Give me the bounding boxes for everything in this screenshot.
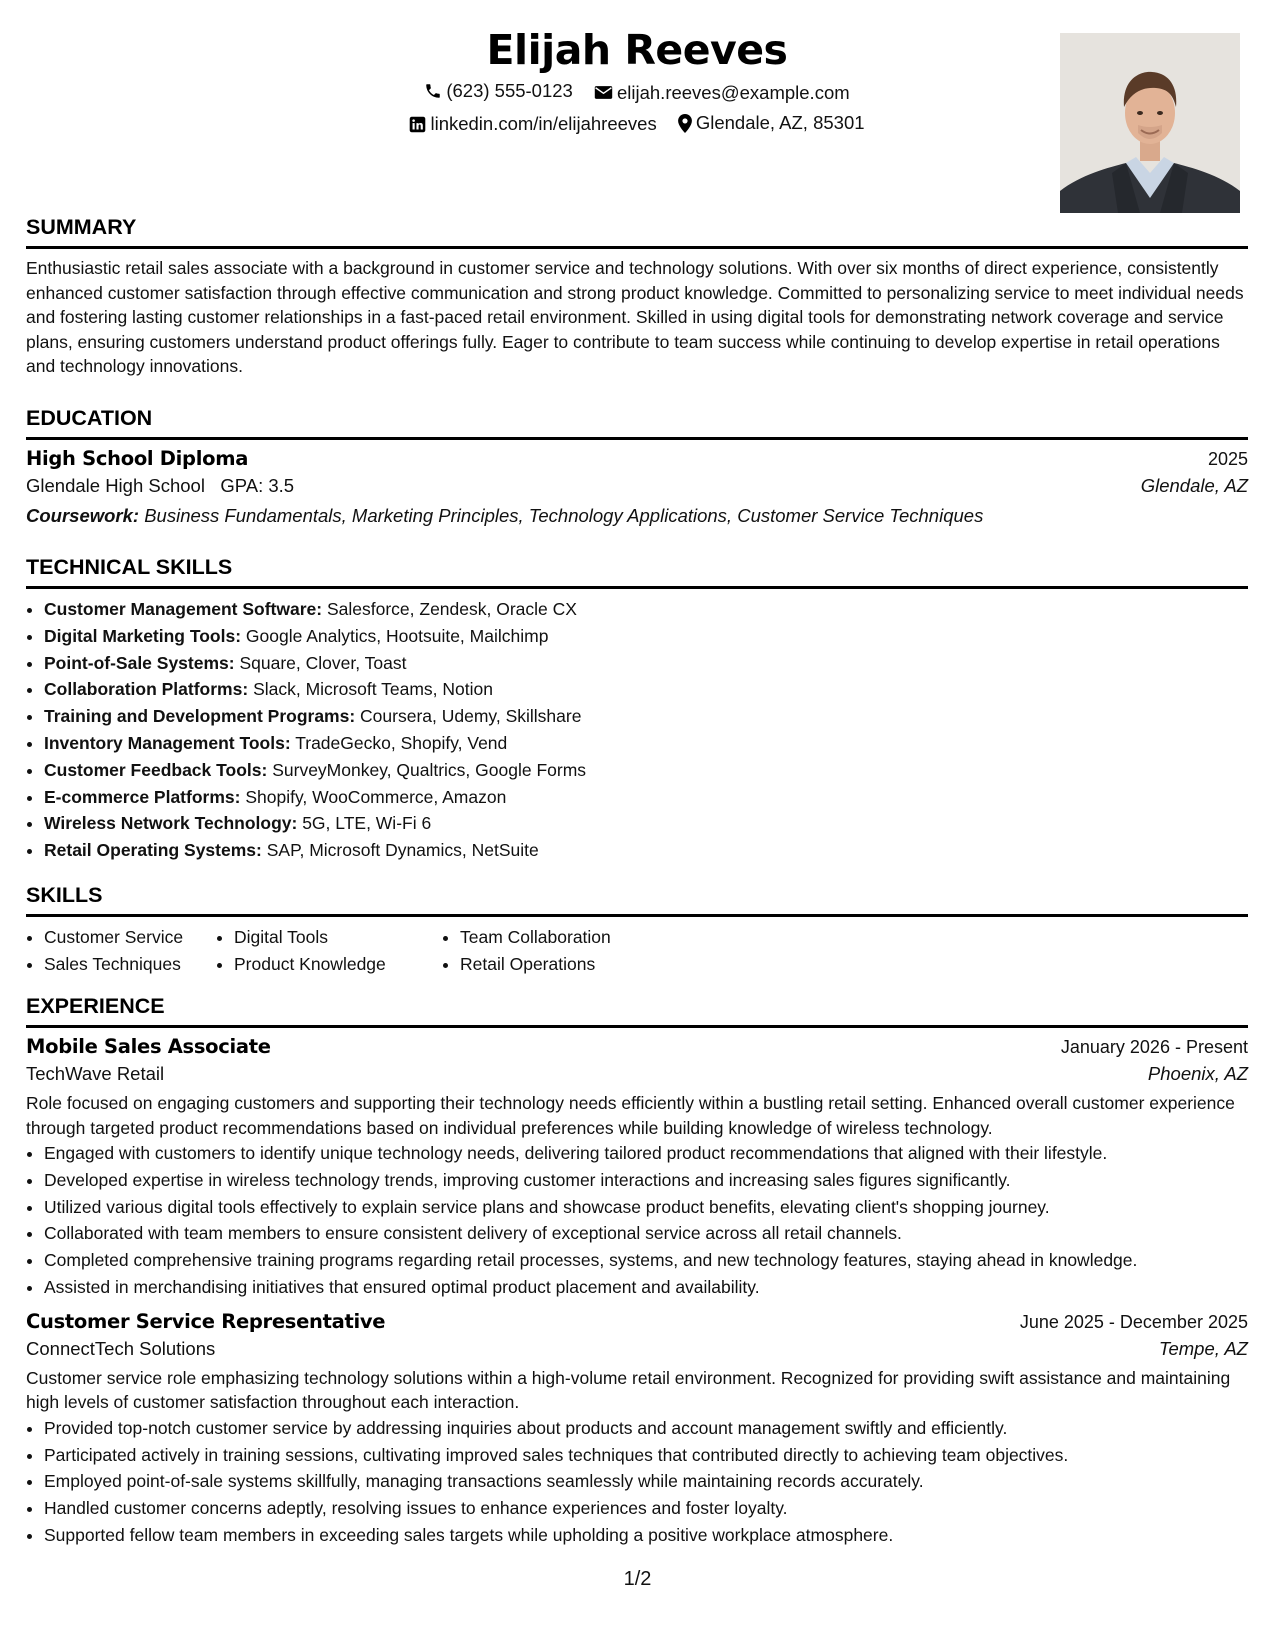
- skill-category: Retail Operating Systems:: [44, 840, 262, 861]
- skill-values: Coursera, Udemy, Skillshare: [360, 706, 582, 727]
- job-title: Customer Service Representative: [26, 1309, 386, 1333]
- location-text: Glendale, AZ, 85301: [695, 112, 865, 133]
- skill-category: Digital Marketing Tools:: [44, 625, 242, 646]
- list-item: • Supported fellow team members in exceeding sales targets while upholding a positive workplace atmosphere.: [44, 1522, 1248, 1549]
- job-header-row: [26, 1310, 1248, 1333]
- job-location: Tempe, AZ: [1158, 1337, 1248, 1359]
- list-item: [44, 703, 1248, 730]
- education-header-row: [26, 447, 1248, 470]
- technical-skills-section: [26, 554, 1248, 864]
- list-item: • Digital Tools: [234, 924, 442, 951]
- skill-category: Wireless Network Technology:: [44, 813, 298, 834]
- list-item: • Completed comprehensive training programs regarding retail processes, systems, and new technology features, staying ahead in knowledge.: [44, 1247, 1248, 1274]
- skills-column-2: [216, 924, 442, 978]
- job-company-row: [26, 1333, 1248, 1364]
- list-item: • Employed point-of-sale systems skillfully, managing transactions seamlessly while maintaining records accurately.: [44, 1468, 1248, 1495]
- skill-values: Slack, Microsoft Teams, Notion: [253, 679, 493, 700]
- list-item: • Customer Service: [44, 924, 216, 951]
- phone-text: (623) 555-0123: [446, 80, 573, 101]
- job-entry-2: [26, 1310, 1248, 1549]
- profile-photo: [1060, 33, 1240, 213]
- skill-values: Square, Clover, Toast: [239, 652, 407, 673]
- page-number: 1/2: [623, 1568, 652, 1590]
- list-item: [44, 757, 1248, 784]
- skill-category: Point-of-Sale Systems:: [44, 652, 235, 673]
- list-item: [44, 810, 1248, 837]
- degree-name: High School Diploma: [26, 447, 249, 470]
- summary-section: [26, 214, 1248, 379]
- job-dates: January 2026 - Present: [1060, 1037, 1248, 1057]
- skill-values: Salesforce, Zendesk, Oracle CX: [326, 599, 577, 619]
- skill-category: E-commerce Platforms:: [44, 786, 241, 807]
- school-name: Glendale High School: [26, 475, 205, 496]
- summary-text: Enthusiastic retail sales associate with a background in customer service and technology solutions. With over six months of direct experience, consistently enhanced customer satisfaction through effective communication and strong product knowledge. Committed to personalizing service to meet individual needs and fostering lasting customer relationships in a fast-paced retail environment. Skilled in using digital tools for demonstrating network coverage and service plans, ensuring customers understand product offerings fully. Eager to contribute to team success while continuing to develop expertise in retail operations and technology innovations.: [26, 258, 1244, 376]
- experience-heading: EXPERIENCE: [26, 993, 1248, 1028]
- skill-category: Customer Management Software:: [44, 599, 323, 619]
- skill-category: Collaboration Platforms:: [44, 679, 249, 700]
- skills-section: [26, 882, 1248, 978]
- coursework-label: Coursework:: [26, 505, 140, 526]
- company-name: ConnectTech Solutions: [26, 1337, 216, 1359]
- education-school-row: [26, 470, 1248, 501]
- list-item: • Assisted in merchandising initiatives that ensured optimal product placement and availability.: [44, 1274, 1248, 1301]
- portrait-illustration: [1060, 33, 1240, 213]
- list-item: [44, 596, 1248, 623]
- list-item: • Handled customer concerns adeptly, resolving issues to enhance experiences and foster loyalty.: [44, 1495, 1248, 1522]
- graduation-year: 2025: [1207, 449, 1248, 469]
- skill-category: Inventory Management Tools:: [44, 732, 291, 753]
- job-bullets: [26, 1415, 1248, 1549]
- skills-heading: SKILLS: [26, 882, 1248, 917]
- skill-values: Google Analytics, Hootsuite, Mailchimp: [245, 625, 549, 646]
- education-heading: EDUCATION: [26, 405, 1248, 440]
- skills-grid: [26, 924, 1248, 978]
- linkedin-icon: [409, 116, 426, 133]
- summary-heading: SUMMARY: [26, 214, 1248, 249]
- job-bullets: [26, 1140, 1248, 1301]
- job-title: Mobile Sales Associate: [26, 1035, 271, 1058]
- technical-skills-list: [26, 596, 1248, 864]
- skill-values: SurveyMonkey, Qualtrics, Google Forms: [272, 759, 587, 780]
- list-item: • Utilized various digital tools effectively to explain service plans and showcase product benefits, elevating client's shopping journey.: [44, 1194, 1248, 1221]
- linkedin-text[interactable]: linkedin.com/in/elijahreeves: [430, 113, 657, 134]
- email-text[interactable]: elijah.reeves@example.com: [616, 81, 850, 103]
- phone-contact: [424, 78, 573, 104]
- job-entry-1: [26, 1035, 1248, 1301]
- list-item: • Collaborated with team members to ensure consistent delivery of exceptional service across all retail channels.: [44, 1220, 1248, 1247]
- map-pin-icon: [678, 114, 692, 133]
- skill-values: 5G, LTE, Wi-Fi 6: [302, 813, 432, 834]
- list-item: • Sales Techniques: [44, 951, 216, 978]
- location-contact: [678, 110, 865, 136]
- list-item: [44, 730, 1248, 757]
- list-item: [44, 837, 1248, 864]
- job-description: Customer service role emphasizing technology solutions within a high-volume retail environment. Recognized for providing swift assistance and maintaining high levels of customer satisfaction throughout each interaction.: [26, 1367, 1231, 1413]
- skill-values: SAP, Microsoft Dynamics, NetSuite: [266, 840, 539, 861]
- education-section: [26, 405, 1248, 531]
- skill-values: TradeGecko, Shopify, Vend: [295, 732, 508, 753]
- list-item: • Team Collaboration: [460, 924, 680, 951]
- list-item: [44, 784, 1248, 811]
- technical-skills-heading: TECHNICAL SKILLS: [26, 554, 1248, 589]
- job-header-row: [26, 1035, 1248, 1058]
- job-dates: June 2025 - December 2025: [1019, 1311, 1248, 1332]
- experience-section: [26, 993, 1248, 1549]
- list-item: • Provided top-notch customer service by addressing inquiries about products and account management swiftly and efficiently.: [44, 1415, 1248, 1442]
- job-location: Phoenix, AZ: [1147, 1063, 1248, 1084]
- job-description: Role focused on engaging customers and supporting their technology needs efficiently within a bustling retail setting. Enhanced overall customer experience through targeted product recommendations based on individual preferences while building knowledge of wireless technology.: [26, 1093, 1235, 1138]
- skill-values: Shopify, WooCommerce, Amazon: [245, 786, 507, 807]
- candidate-name: Elijah Reeves: [486, 26, 788, 74]
- email-contact[interactable]: [594, 80, 850, 106]
- list-item: • Developed expertise in wireless technology trends, improving customer interactions and increasing sales figures significantly.: [44, 1167, 1248, 1194]
- school-line: [26, 470, 294, 501]
- list-item: • Engaged with customers to identify unique technology needs, delivering tailored product recommendations that aligned with their lifestyle.: [44, 1140, 1248, 1167]
- coursework-line: [26, 501, 1248, 531]
- list-item: • Participated actively in training sessions, cultivating improved sales techniques that contributed directly to achieving team objectives.: [44, 1442, 1248, 1469]
- list-item: [44, 650, 1248, 677]
- list-item: [44, 623, 1248, 650]
- envelope-icon: [594, 85, 613, 100]
- skill-category: Customer Feedback Tools:: [44, 759, 268, 780]
- school-location: Glendale, AZ: [1140, 475, 1248, 496]
- list-item: [44, 676, 1248, 703]
- list-item: • Product Knowledge: [234, 951, 442, 978]
- list-item: • Retail Operations: [460, 951, 680, 978]
- coursework-list: Business Fundamentals, Marketing Principles, Technology Applications, Customer Service Techniques: [144, 505, 984, 526]
- skill-category: Training and Development Programs:: [44, 706, 356, 727]
- company-name: TechWave Retail: [26, 1063, 165, 1084]
- gpa: GPA: 3.5: [220, 475, 295, 496]
- skills-column-3: [442, 924, 680, 978]
- linkedin-contact[interactable]: [409, 111, 656, 137]
- phone-icon: [424, 82, 442, 100]
- job-company-row: [26, 1058, 1248, 1089]
- skills-column-1: [26, 924, 216, 978]
